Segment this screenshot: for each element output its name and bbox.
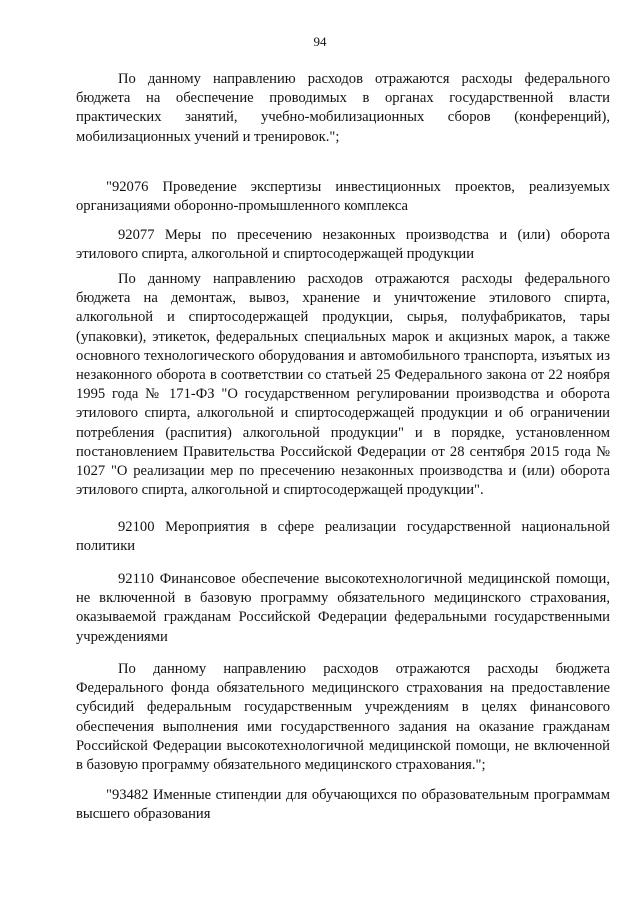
paragraph-5: 92100 Мероприятия в сфере реализации государственной национальной политики — [76, 519, 610, 555]
paragraph-3: 92077 Меры по пресечению незаконных производства и (или) оборота этилового спирта, алкогольной и спиртосодержащей продукции — [76, 227, 610, 263]
paragraph-4: По данному направлению расходов отражаются расходы федерального бюджета на демонтаж, вывоз, хранение и уничтожение этилового спирта, алкогольной и спиртосодержащей продукции, сырья, полуфабрикатов, тары (упаковки), этикеток, федеральных специальных марок и акцизных марок, а также основного технологического оборудования и автомобильного транспорта, изъятых из незаконного оборота в соответствии со статьей 25 Федерального закона от 22 ноября 1995 года № 171-ФЗ "О государственном регулировании производства и оборота этилового спирта, алкогольной и спиртосодержащей продукции и об ограничении потребления (распития) алкогольной продукции" и в порядке, установленном постановлением Правительства Российской Федерации от 28 сентября 2015 года № 1027 "О реализации мер по пресечению незаконных производства и (или) оборота этилового спирта, алкогольной и спиртосодержащей продукции". — [76, 271, 610, 499]
page-number: 94 — [313, 34, 327, 49]
paragraph-7: По данному направлению расходов отражаются расходы бюджета Федерального фонда обязательного медицинского страхования на предоставление субсидий федеральным государственным учреждениям в целях финансового обеспечения выполнения ими государственного задания на оказание гражданам Российской Федерации высокотехнологичной медицинской помощи, не включенной в базовую программу обязательного медицинского страхования."; — [76, 661, 610, 774]
paragraph-2: "92076 Проведение экспертизы инвестиционных проектов, реализуемых организациями оборонно-промышленного комплекса — [76, 179, 610, 215]
paragraph-8: "93482 Именные стипендии для обучающихся по образовательным программам высшего образования — [76, 787, 610, 823]
paragraph-1: По данному направлению расходов отражаются расходы федерального бюджета на обеспечение проводимых в органах государственной власти практических занятий, учебно-мобилизационных сборов (конференций), мобилизационных учений и тренировок."; — [76, 71, 610, 145]
paragraph-6: 92110 Финансовое обеспечение высокотехнологичной медицинской помощи, не включенной в базовую программу обязательного медицинского страхования, оказываемой гражданам Российской Федерации федеральными государственными учреждениями — [76, 571, 610, 645]
